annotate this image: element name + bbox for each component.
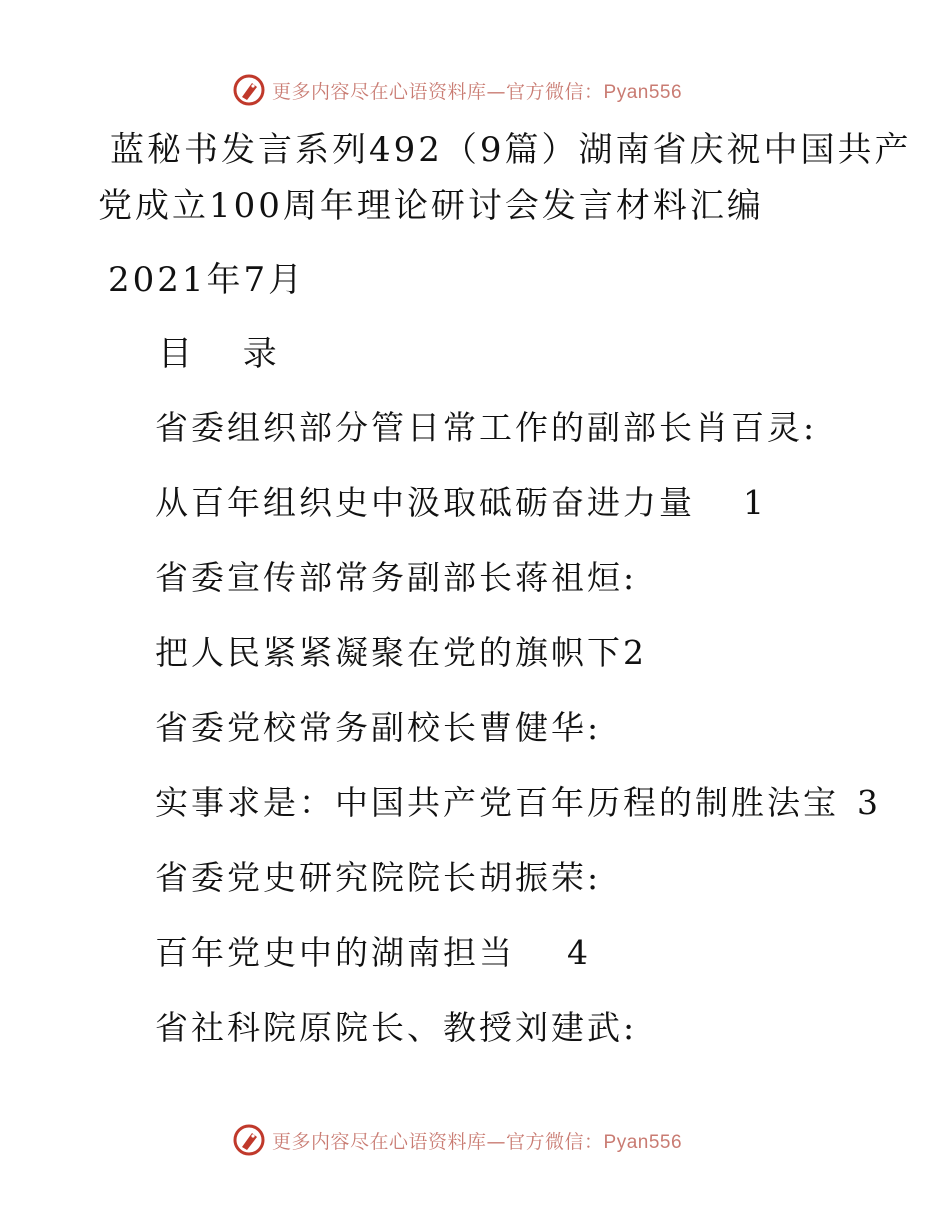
pen-nib-logo-icon <box>232 73 266 107</box>
toc-heading: 目 录 <box>158 334 297 374</box>
toc-entry-text: 从百年组织史中汲取砥砺奋进力量 <box>155 483 695 522</box>
toc-entry-speaker <box>155 858 881 933</box>
watermark-prefix: 更多内容尽在心语资料库 <box>272 80 487 103</box>
watermark-prefix: 更多内容尽在心语资料库 <box>272 1130 487 1153</box>
toc-entry-text: 省委党校常务副校长曹健华: <box>155 708 602 747</box>
watermark-suffix: 官方微信： <box>506 1130 604 1153</box>
watermark-suffix: 官方微信： <box>506 80 604 103</box>
toc-page-number: 1 <box>743 483 767 522</box>
watermark-account: Pyan556 <box>603 1131 683 1153</box>
toc-page-number: 3 <box>857 783 881 822</box>
toc-page-number: 4 <box>567 933 591 972</box>
pen-nib-logo-icon <box>232 1123 266 1157</box>
footer-watermark <box>232 1120 682 1160</box>
document-date: 2021年7月 <box>108 260 306 300</box>
table-of-contents <box>155 408 881 1083</box>
toc-entry-text: 百年党史中的湖南担当 <box>155 933 515 972</box>
toc-entry-text: 省委组织部分管日常工作的副部长肖百灵: <box>155 408 818 447</box>
document-title-line-1: 蓝秘书发言系列492（9篇）湖南省庆祝中国共产 <box>110 130 912 170</box>
watermark-account: Pyan556 <box>603 81 683 103</box>
toc-entry-text: 省委宣传部常务副部长蒋祖烜: <box>155 558 638 597</box>
toc-entry-text: 把人民紧紧凝聚在党的旗帜下 <box>155 633 623 672</box>
toc-entry-title <box>155 633 881 708</box>
toc-entry-title <box>155 783 881 858</box>
toc-entry-speaker <box>155 1008 881 1083</box>
watermark-dash: — <box>486 80 507 103</box>
header-watermark <box>232 70 682 110</box>
toc-entry-speaker <box>155 708 881 783</box>
watermark-dash: — <box>486 1130 507 1153</box>
watermark-text <box>272 1127 682 1154</box>
toc-entry-title <box>155 483 881 558</box>
toc-entry-title <box>155 933 881 1008</box>
toc-entry-text: 省社科院原院长、教授刘建武: <box>155 1008 638 1047</box>
toc-entry-speaker <box>155 408 881 483</box>
toc-entry-speaker <box>155 558 881 633</box>
document-title-line-2: 党成立100周年理论研讨会发言材料汇编 <box>98 186 764 226</box>
watermark-text <box>272 77 682 104</box>
toc-entry-text: 省委党史研究院院长胡振荣: <box>155 858 602 897</box>
toc-entry-text: 实事求是：中国共产党百年历程的制胜法宝 <box>155 783 839 822</box>
toc-page-number: 2 <box>623 633 647 672</box>
